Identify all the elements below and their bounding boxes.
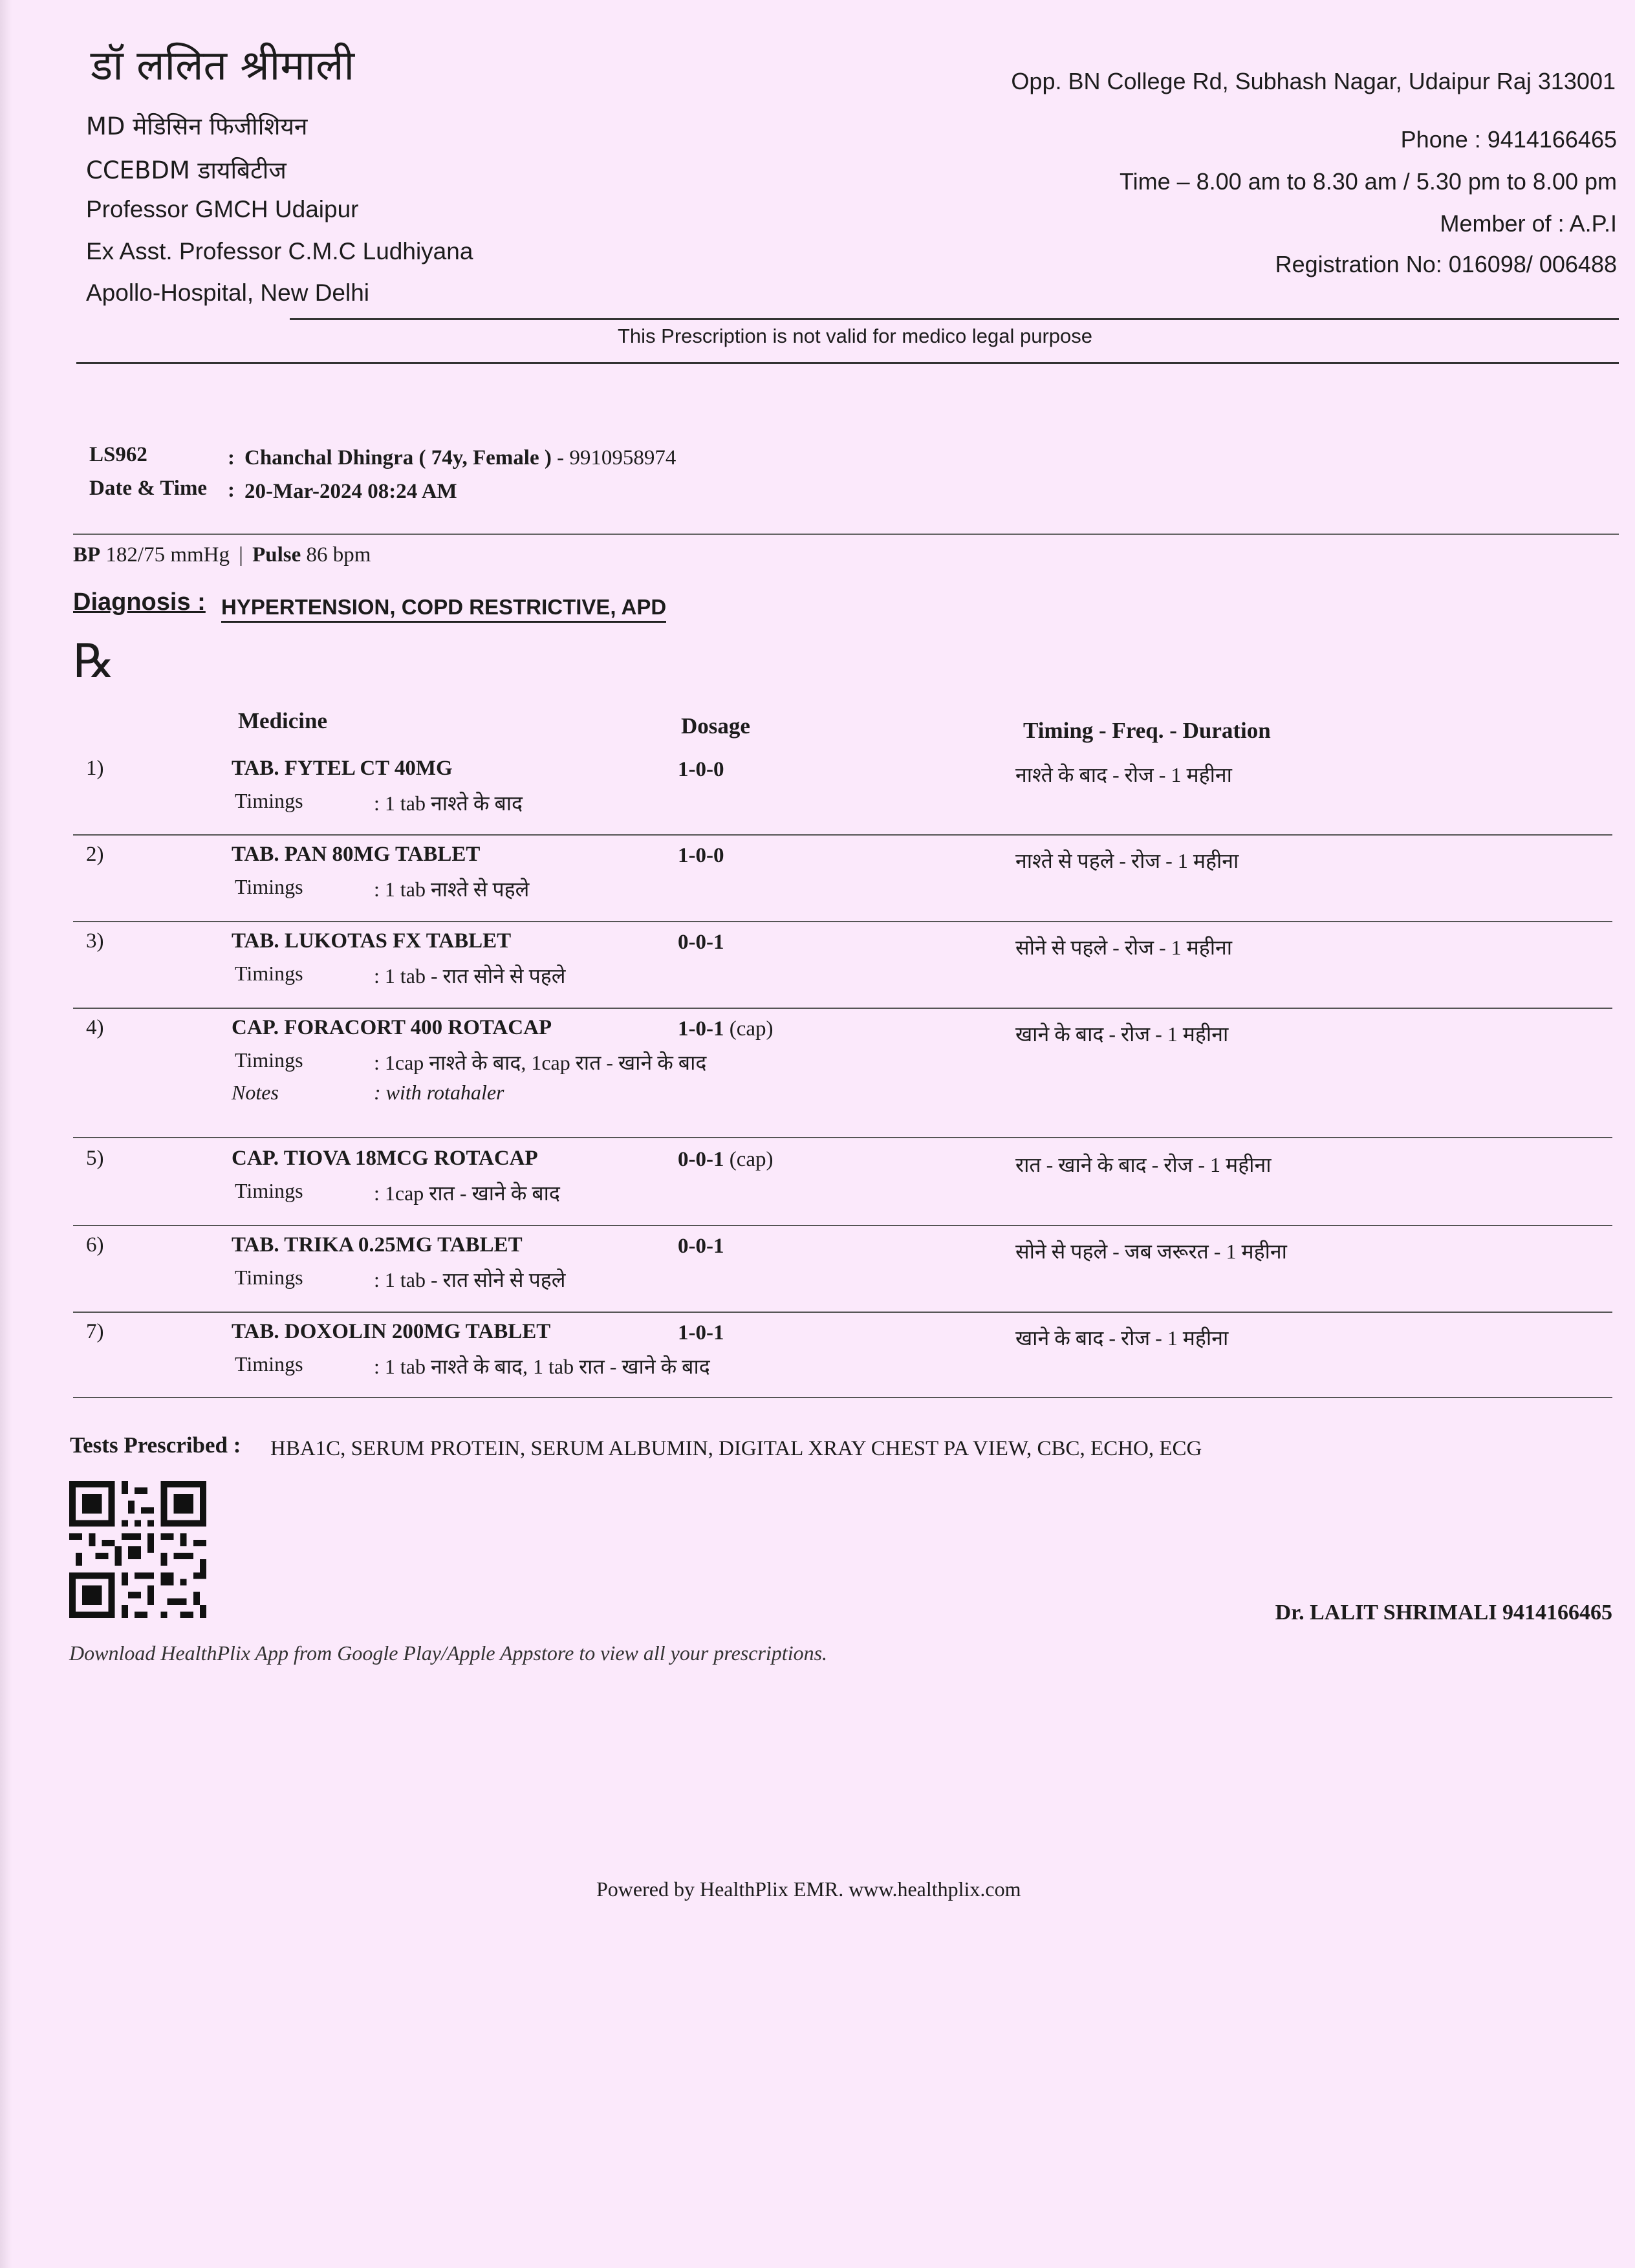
timing-label: Timings <box>235 875 303 898</box>
row-divider <box>73 1225 1612 1226</box>
dosage <box>678 931 724 955</box>
download-app-text: Download HealthPlix App from Google Play/Apple Appstore to view all your prescriptions. <box>69 1641 828 1665</box>
row-number: 6) <box>86 1233 104 1257</box>
timing-label: Timings <box>235 1179 303 1202</box>
notes-label: Notes <box>232 1081 279 1104</box>
row-divider <box>73 1312 1612 1313</box>
clinic-address: Opp. BN College Rd, Subhash Nagar, Udaipur Raj 313001 <box>1011 68 1616 94</box>
row-divider <box>73 921 1612 922</box>
medicine-name: TAB. PAN 80MG TABLET <box>232 843 481 866</box>
timing-value: : 1cap नाश्ते के बाद, 1cap रात - खाने के बाद <box>374 1051 707 1074</box>
dosage-unit: (cap) <box>724 1148 774 1171</box>
dosage-value: 1-0-1 <box>678 1017 724 1041</box>
row-number: 2) <box>86 843 104 866</box>
tests-label: Tests Prescribed : <box>70 1432 241 1458</box>
row-divider <box>73 1137 1612 1138</box>
dosage-value: 1-0-1 <box>678 1321 724 1345</box>
registration-number: Registration No: 016098/ 006488 <box>1275 251 1617 277</box>
timing-frequency-duration: खाने के बाद - रोज - 1 महीना <box>1015 1022 1229 1046</box>
header-medicine: Medicine <box>238 708 328 733</box>
header-rule-top <box>290 318 1619 320</box>
dosage-value: 0-0-1 <box>678 1235 724 1258</box>
timing-frequency-duration: नाश्ते से पहले - रोज - 1 महीना <box>1015 849 1239 872</box>
bp-value: 182/75 mmHg <box>105 543 230 567</box>
membership: Member of : A.P.I <box>1440 210 1617 237</box>
visit-datetime: 20-Mar-2024 08:24 AM <box>244 480 457 503</box>
bp-label: BP <box>73 543 101 567</box>
timing-value: : 1cap रात - खाने के बाद <box>374 1182 560 1205</box>
qualification-5: Apollo-Hospital, New Delhi <box>86 279 370 306</box>
timing-value: : 1 tab नाश्ते से पहले <box>374 878 530 901</box>
header-timing: Timing - Freq. - Duration <box>1023 718 1271 743</box>
medicine-name: CAP. FORACORT 400 ROTACAP <box>232 1016 552 1039</box>
dosage <box>678 1017 774 1041</box>
timing-frequency-duration: सोने से पहले - रोज - 1 महीना <box>1015 936 1233 959</box>
qualification-4: Ex Asst. Professor C.M.C Ludhiyana <box>86 238 473 265</box>
vitals-line <box>73 543 371 567</box>
notes-value: : with rotahaler <box>374 1081 504 1104</box>
row-number: 5) <box>86 1147 104 1170</box>
timing-label: Timings <box>235 962 303 985</box>
clinic-timing: Time – 8.00 am to 8.30 am / 5.30 pm to 8.00 pm <box>1119 168 1617 195</box>
timing-frequency-duration: सोने से पहले - जब जरूरत - 1 महीना <box>1015 1240 1287 1263</box>
dosage <box>678 844 724 868</box>
pulse-label: Pulse <box>252 543 301 567</box>
row-number: 3) <box>86 929 104 953</box>
qualification-1: MD मेडिसिन फिजीशियन <box>86 113 308 140</box>
header-rule-bottom <box>76 362 1619 364</box>
dosage <box>678 758 724 782</box>
dosage-value: 1-0-0 <box>678 844 724 867</box>
patient-id: LS962 <box>89 443 147 466</box>
patient-name-separator: : <box>228 446 235 470</box>
dosage-unit: (cap) <box>724 1017 774 1041</box>
dosage <box>678 1321 724 1345</box>
date-label: Date & Time <box>89 477 208 500</box>
timing-label: Timings <box>235 789 303 812</box>
disclaimer: This Prescription is not valid for medico legal purpose <box>618 325 1093 347</box>
medicine-name: TAB. LUKOTAS FX TABLET <box>232 929 512 953</box>
date-separator: : <box>228 479 235 502</box>
row-number: 7) <box>86 1320 104 1343</box>
timing-frequency-duration: रात - खाने के बाद - रोज - 1 महीना <box>1015 1153 1272 1176</box>
row-number: 4) <box>86 1016 104 1039</box>
patient-rule <box>73 534 1619 535</box>
diagnosis-label: Diagnosis : <box>73 589 206 616</box>
rx-symbol: ℞ <box>73 634 115 688</box>
row-number: 1) <box>86 757 104 780</box>
diagnosis-value: HYPERTENSION, COPD RESTRICTIVE, APD <box>221 595 666 623</box>
patient-name: Chanchal Dhingra ( 74y, Female ) <box>244 446 552 470</box>
doctor-name-hindi: डॉ ललित श्रीमाली <box>91 42 355 90</box>
tests-value: HBA1C, SERUM PROTEIN, SERUM ALBUMIN, DIGITAL XRAY CHEST PA VIEW, CBC, ECHO, ECG <box>270 1437 1202 1460</box>
qr-code <box>69 1481 206 1618</box>
row-divider <box>73 1008 1612 1009</box>
dosage <box>678 1148 774 1172</box>
row-divider <box>73 1397 1612 1398</box>
vitals-separator: | <box>239 543 243 567</box>
doctor-signature: Dr. LALIT SHRIMALI 9414166465 <box>1275 1601 1612 1625</box>
clinic-phone: Phone : 9414166465 <box>1400 126 1617 153</box>
dosage <box>678 1235 724 1258</box>
row-divider <box>73 834 1612 836</box>
dosage-value: 0-0-1 <box>678 1148 724 1171</box>
medicine-name: TAB. FYTEL CT 40MG <box>232 757 453 780</box>
timing-value: : 1 tab नाश्ते के बाद <box>374 792 523 815</box>
timing-frequency-duration: नाश्ते के बाद - रोज - 1 महीना <box>1015 763 1232 786</box>
medicine-name: TAB. TRIKA 0.25MG TABLET <box>232 1233 523 1257</box>
dosage-value: 1-0-0 <box>678 758 724 781</box>
medicine-name: CAP. TIOVA 18MCG ROTACAP <box>232 1147 538 1170</box>
patient-phone: - 9910958974 <box>551 446 677 470</box>
medicine-name: TAB. DOXOLIN 200MG TABLET <box>232 1320 551 1343</box>
timing-label: Timings <box>235 1352 303 1376</box>
timing-value: : 1 tab - रात सोने से पहले <box>374 1268 566 1291</box>
timing-frequency-duration: खाने के बाद - रोज - 1 महीना <box>1015 1326 1229 1350</box>
timing-label: Timings <box>235 1048 303 1072</box>
timing-value: : 1 tab नाश्ते के बाद, 1 tab रात - खाने के बाद <box>374 1355 710 1378</box>
qualification-3: Professor GMCH Udaipur <box>86 196 359 222</box>
dosage-value: 0-0-1 <box>678 931 724 954</box>
paper-edge-shadow <box>0 0 12 2268</box>
pulse-value: 86 bpm <box>306 543 371 567</box>
qualification-2: CCEBDM डायबिटीज <box>86 157 287 184</box>
timing-value: : 1 tab - रात सोने से पहले <box>374 964 566 988</box>
timing-label: Timings <box>235 1266 303 1289</box>
powered-by: Powered by HealthPlix EMR. www.healthplix.com <box>596 1877 1021 1901</box>
header-dosage: Dosage <box>681 713 750 739</box>
